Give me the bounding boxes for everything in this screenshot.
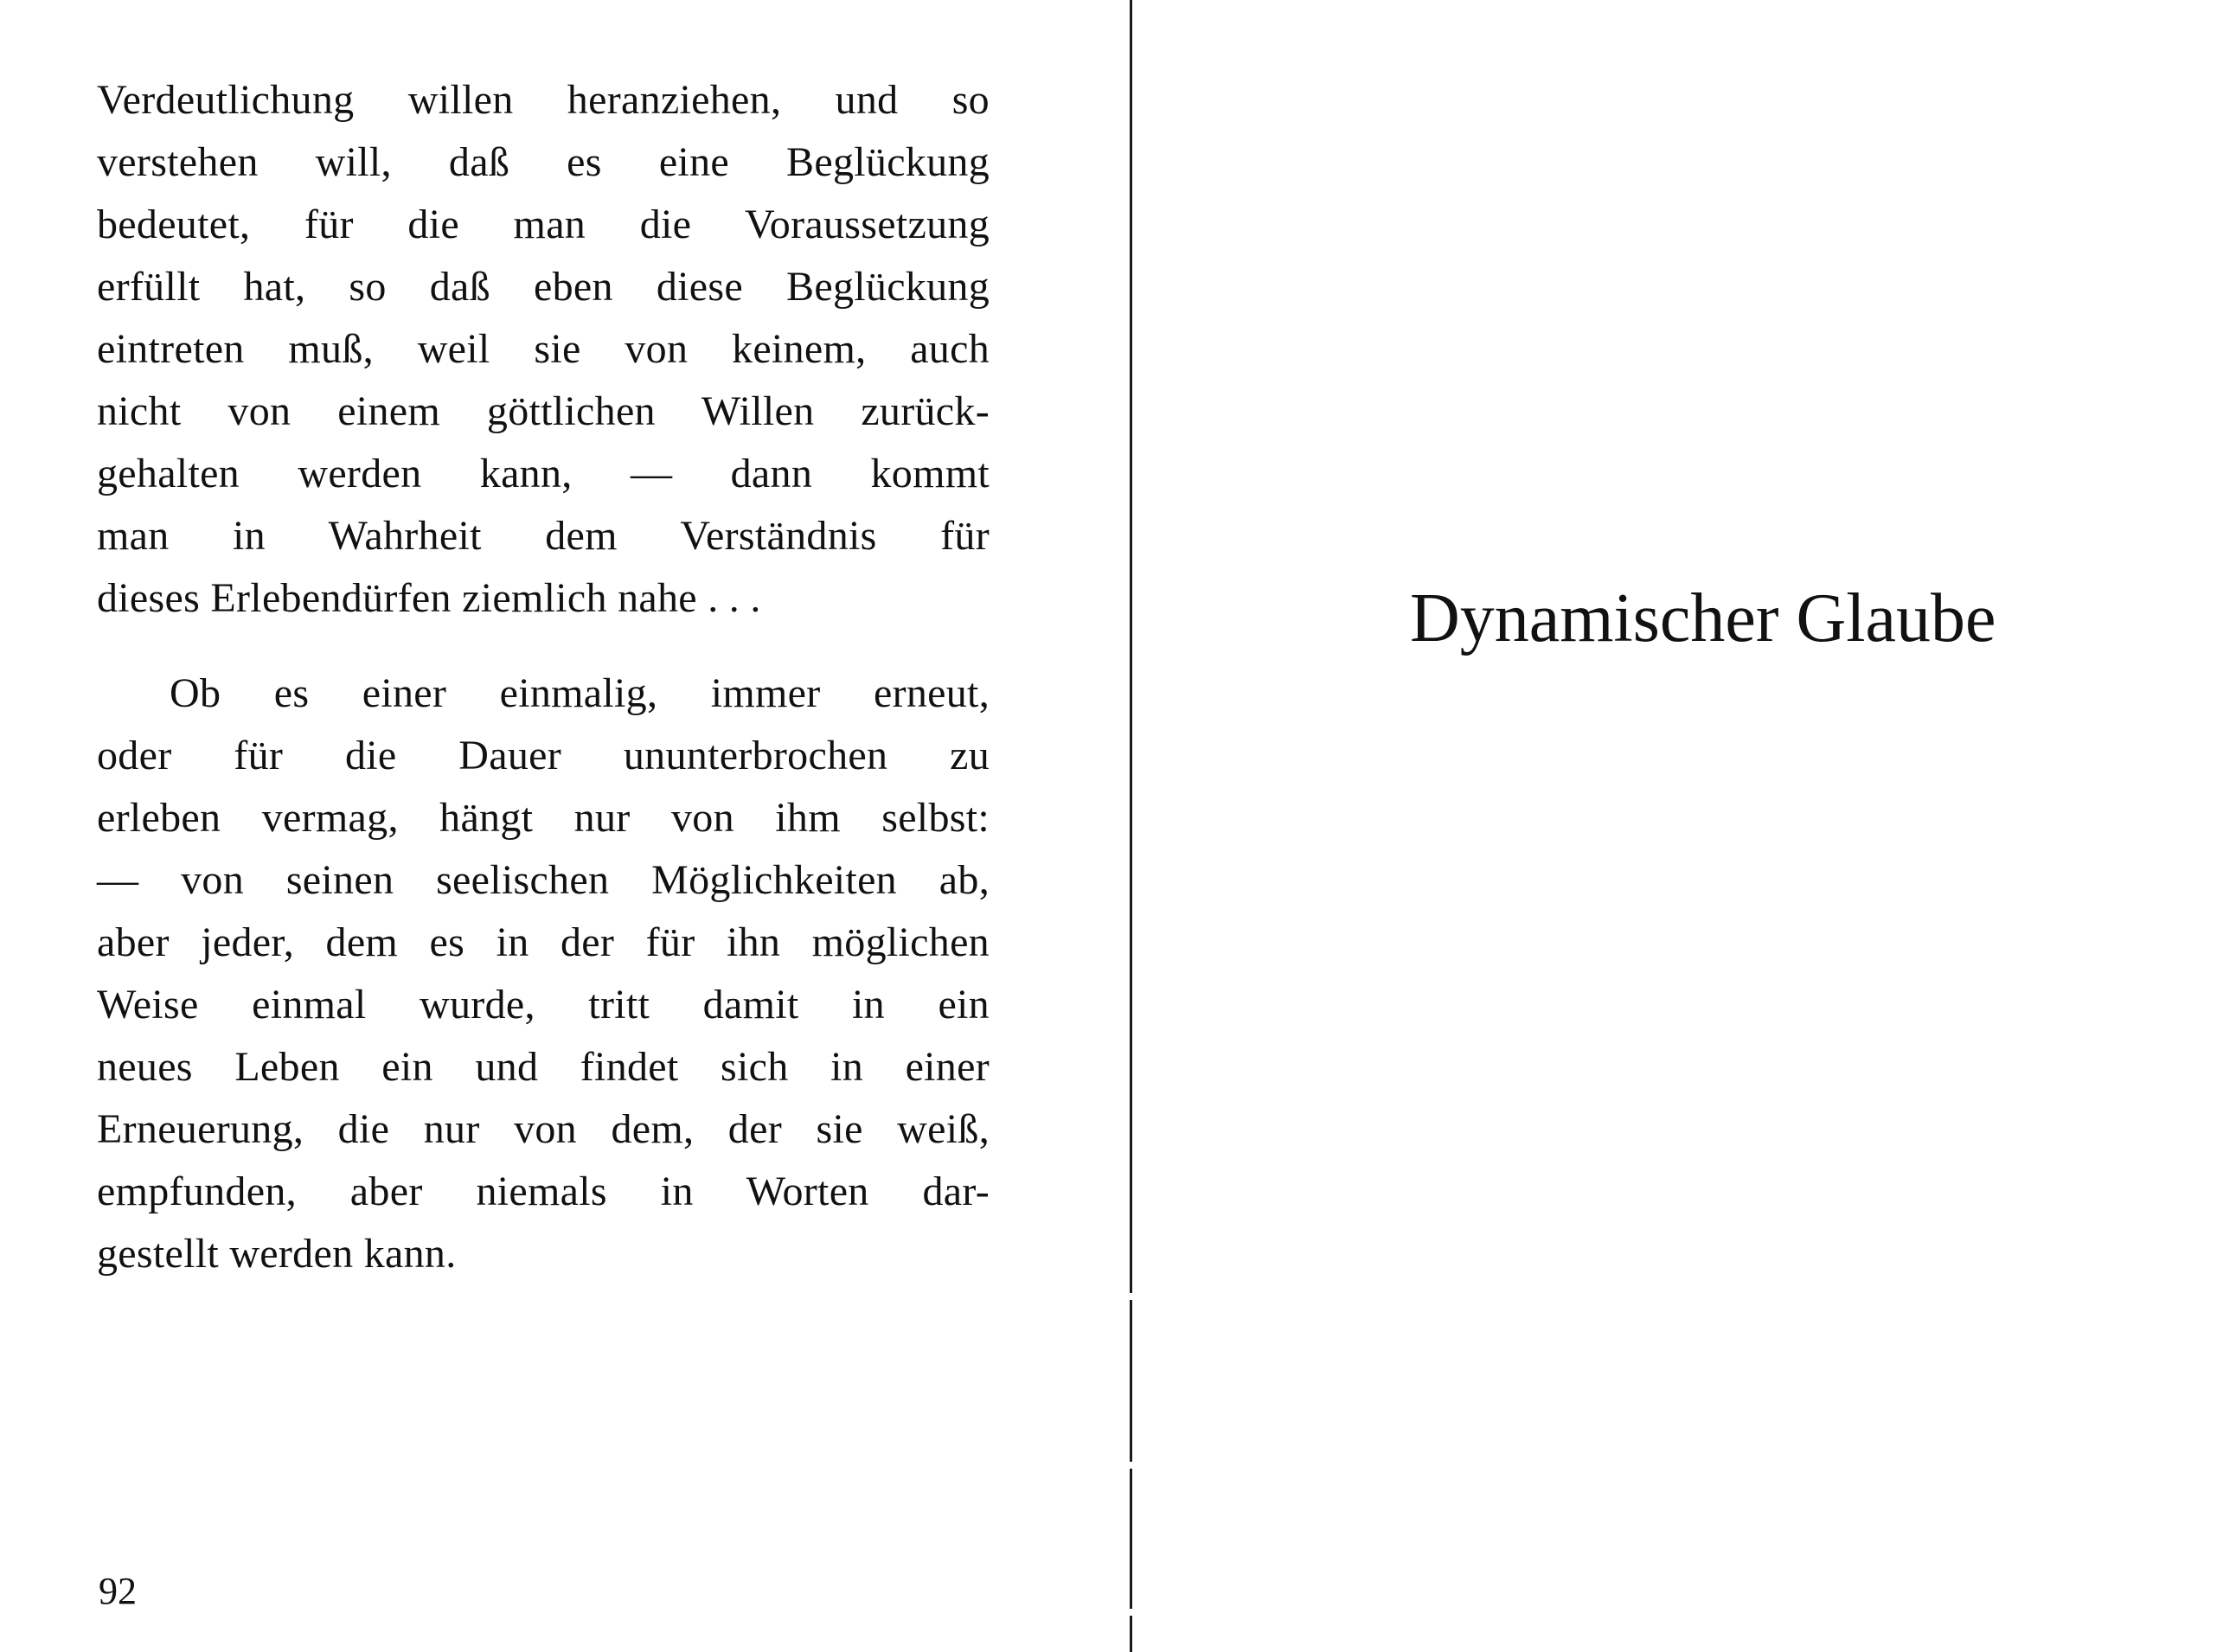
right-page bbox=[1133, 0, 2223, 1652]
page-number: 92 bbox=[99, 1570, 137, 1612]
paragraph-2 bbox=[97, 663, 990, 1285]
text-line: dieses Erlebendürfen ziemlich nahe . . . bbox=[97, 575, 761, 621]
text-line: verstehen will, daß es eine Beglückung bbox=[97, 139, 990, 185]
text-line: Erneuerung, die nur von dem, der sie weiß, bbox=[97, 1106, 990, 1152]
text-line: Weise einmal wurde, tritt damit in ein bbox=[97, 982, 990, 1028]
text-line: gehalten werden kann, — dann kommt bbox=[97, 451, 990, 496]
text-line: eintreten muß, weil sie von keinem, auch bbox=[97, 326, 990, 372]
text-line: oder für die Dauer ununterbrochen zu bbox=[97, 733, 990, 778]
text-line: gestellt werden kann. bbox=[97, 1231, 457, 1277]
text-line: aber jeder, dem es in der für ihn möglichen bbox=[97, 919, 990, 965]
paragraph-1 bbox=[97, 69, 990, 630]
page-gutter-line bbox=[1130, 0, 1132, 1652]
text-line: neues Leben ein und findet sich in einer bbox=[97, 1044, 990, 1090]
text-line: man in Wahrheit dem Verständnis für bbox=[97, 513, 990, 559]
text-line: bedeutet, für die man die Voraussetzung bbox=[97, 202, 990, 247]
text-line: erfüllt hat, so daß eben diese Beglückung bbox=[97, 264, 990, 310]
text-line: empfunden, aber niemals in Worten dar- bbox=[97, 1169, 990, 1214]
text-line: nicht von einem göttlichen Willen zurück- bbox=[97, 388, 990, 434]
chapter-title: Dynamischer Glaube bbox=[1410, 580, 1996, 656]
text-line: erleben vermag, hängt nur von ihm selbst: bbox=[97, 795, 990, 841]
body-text bbox=[97, 69, 990, 1285]
text-line: Verdeutlichung willen heranziehen, und so bbox=[97, 77, 990, 123]
text-line: — von seinen seelischen Möglichkeiten ab, bbox=[97, 857, 990, 903]
paragraph-gap bbox=[97, 630, 990, 663]
text-line: Ob es einer einmalig, immer erneut, bbox=[170, 670, 990, 716]
